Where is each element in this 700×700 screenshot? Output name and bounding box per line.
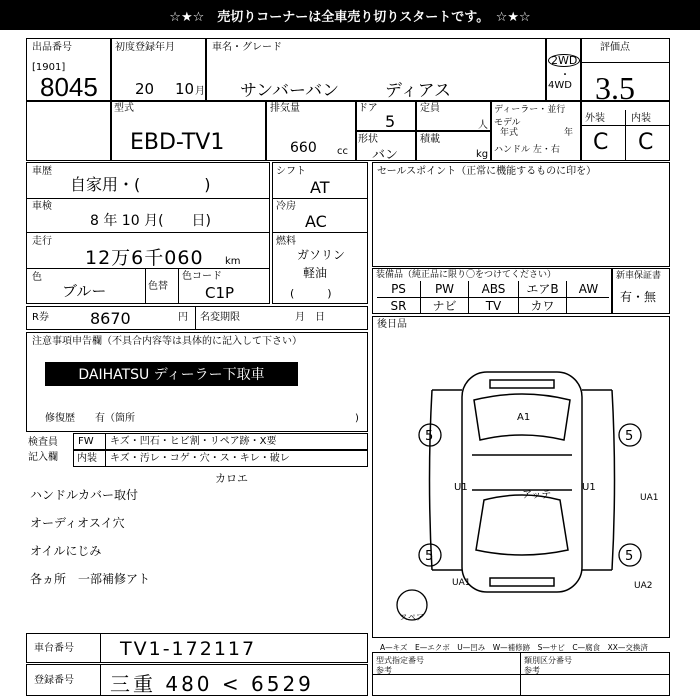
repaint-label: 色替	[148, 281, 168, 292]
score-ext-label: 外装	[585, 113, 605, 124]
history-label: 車歴	[32, 166, 52, 177]
dealer-line3: 年式	[500, 128, 519, 138]
chassis-value: TV1-172117	[120, 638, 257, 660]
ac-label: 冷房	[276, 201, 296, 212]
top-banner: ☆★☆ 売切りコーナーは全車売り切りスタートです。 ☆★☆	[0, 0, 700, 30]
mileage-unit: km	[225, 256, 241, 267]
inspector-label1: 検査員	[28, 437, 58, 448]
dealer-line4: ハンドル 左・右	[494, 145, 560, 155]
shape-value: バン	[372, 148, 399, 163]
history-value: 自家用・( )	[70, 175, 211, 194]
reg-month-unit: 月	[195, 86, 205, 97]
drive-4wd: 4WD	[548, 80, 572, 91]
shift-value: AT	[310, 178, 330, 197]
equip-abs: ABS	[481, 282, 506, 296]
damage-u1-left: U1	[454, 482, 468, 493]
footer-class-number: 類別区分番号	[524, 656, 572, 665]
score-int-label: 内装	[631, 113, 651, 124]
damage-center: アッテ	[522, 490, 552, 501]
tire-marks	[397, 424, 641, 620]
recycle-label: R券	[32, 312, 49, 323]
inspector-label2: 記入欄	[28, 452, 58, 463]
shift-label: シフト	[276, 166, 306, 177]
mileage-label: 走行	[32, 236, 52, 247]
repair-close: )	[355, 413, 359, 424]
reg-month: 10	[175, 80, 195, 98]
equip-leather: カワ	[530, 299, 555, 313]
recycle-unit: 円	[178, 312, 188, 323]
load-label: 積載	[420, 134, 440, 145]
fuel-diesel: 軽油	[303, 266, 328, 280]
inspector-row2-items: キズ・汚レ・コゲ・穴・ス・キレ・破レ	[110, 453, 290, 464]
color-code-label: 色コード	[182, 271, 222, 282]
recycle-value: 8670	[90, 309, 131, 328]
damage-ua2: UA2	[634, 581, 653, 591]
remark-item: オイルにじみ	[30, 544, 102, 558]
score-label: 評価点	[600, 42, 630, 53]
remark-item: オーディオスイ穴	[30, 516, 125, 530]
repair-history: 修復歴 有（箇所	[45, 413, 135, 424]
model-label: 型式	[114, 103, 134, 114]
color-value: ブルー	[62, 282, 107, 300]
footer-ref2: 参考	[524, 666, 540, 675]
damage-ua1-right: UA1	[640, 493, 659, 503]
shaken-value: 8 年 10 月( 日)	[90, 213, 211, 229]
equip-navi: ナビ	[432, 299, 457, 313]
equip-tv: TV	[485, 299, 502, 313]
score-ext: C	[593, 130, 609, 155]
capacity-label: 定員	[420, 103, 440, 114]
equip-airbag: エアB	[526, 282, 559, 296]
fuel-paren: ( )	[290, 287, 332, 300]
displacement-unit: cc	[337, 146, 348, 157]
mileage-value: 12万6千060	[85, 247, 204, 269]
equip-pw: PW	[434, 282, 455, 296]
displacement-value: 660	[290, 140, 317, 156]
tire-rl: 5	[425, 549, 434, 564]
remark-item: 各ヵ所 一部補修アト	[30, 572, 151, 586]
equip-ps: PS	[391, 282, 406, 296]
reg-label: 初度登録年月	[115, 42, 175, 53]
reg-year: 20	[135, 80, 155, 98]
inspector-row2-tag: 内装	[77, 453, 97, 464]
equip-aw: AW	[578, 282, 599, 296]
car-grade: ディアス	[385, 81, 451, 101]
notes-label: 注意事項申告欄（不具合内容等は具体的に記入して下さい）	[32, 336, 302, 347]
color-code: C1P	[205, 284, 235, 302]
equip-label: 装備品（純正品に限り〇をつけてください）	[376, 270, 557, 280]
shaken-label: 車検	[32, 201, 52, 212]
deposit-note: 月 日	[295, 312, 325, 323]
displacement-label: 排気量	[270, 103, 300, 114]
inspector-row1-items: キズ・凹石・ヒビ割・リペア跡・X要	[110, 436, 277, 447]
sales-label: セールスポイント（正常に機能するものに印を）	[377, 166, 597, 177]
deposit-label: 名変期限	[200, 312, 240, 323]
ac-value: AC	[305, 212, 327, 231]
dealer-line2: モデル	[494, 118, 521, 128]
score-int: C	[638, 130, 654, 155]
shape-label: 形状	[358, 134, 378, 145]
doors-label: ドア	[358, 103, 378, 114]
footer-type-number: 型式指定番号	[376, 656, 424, 665]
chassis-label: 車台番号	[34, 643, 74, 654]
inspector-note: カロエ	[215, 472, 248, 485]
lot-label: 出品番号	[32, 42, 72, 53]
load-unit: kg	[476, 149, 489, 160]
dealer-line1: ディーラー・並行	[494, 105, 566, 115]
warranty-label: 新車保証書	[616, 271, 662, 281]
plate-value: 三重 480 < 6529	[110, 672, 314, 696]
remarks-list	[30, 486, 360, 594]
fuel-gas: ガソリン	[297, 248, 346, 262]
fuel-label: 燃料	[276, 236, 296, 247]
spare-label: スペア	[400, 613, 424, 622]
later-label: 後日品	[377, 319, 407, 330]
damage-ua1-left: UA1	[452, 578, 471, 588]
drive-2wd: 2WD	[548, 54, 580, 67]
tire-fl: 5	[425, 429, 434, 444]
car-diagram	[372, 330, 670, 630]
score-value: 3.5	[595, 70, 635, 106]
inspector-row1-tag: FW	[78, 436, 94, 447]
tire-rr: 5	[625, 549, 634, 564]
lot-session: [1901]	[32, 62, 66, 73]
capacity-unit: 人	[478, 120, 488, 131]
tire-fr: 5	[625, 429, 634, 444]
doors-value: 5	[385, 112, 396, 131]
color-label: 色	[32, 272, 42, 283]
damage-a1-front: A1	[517, 412, 531, 423]
sales-frame	[372, 162, 670, 267]
model-value: EBD-TV1	[130, 130, 225, 155]
car-label: 車名・グレード	[212, 42, 282, 53]
plate-label: 登録番号	[34, 675, 74, 686]
footer-ref1: 参考	[376, 666, 392, 675]
warranty-value: 有・無	[620, 290, 657, 304]
dealer-year-unit: 年	[564, 128, 574, 138]
damage-legend: A—キズ E—エクボ U—凹み W—補修跡 S—サビ C—腐食 XX—交換済	[380, 643, 648, 652]
damage-u1-right: U1	[582, 482, 596, 493]
dealer-trade-in-banner: DAIHATSU ディーラー下取車	[45, 362, 298, 386]
lot-number: 8045	[40, 72, 98, 102]
equip-sr: SR	[390, 299, 407, 313]
remark-item: ハンドルカバー取付	[30, 488, 139, 502]
car-name: サンバーバン	[240, 81, 340, 101]
